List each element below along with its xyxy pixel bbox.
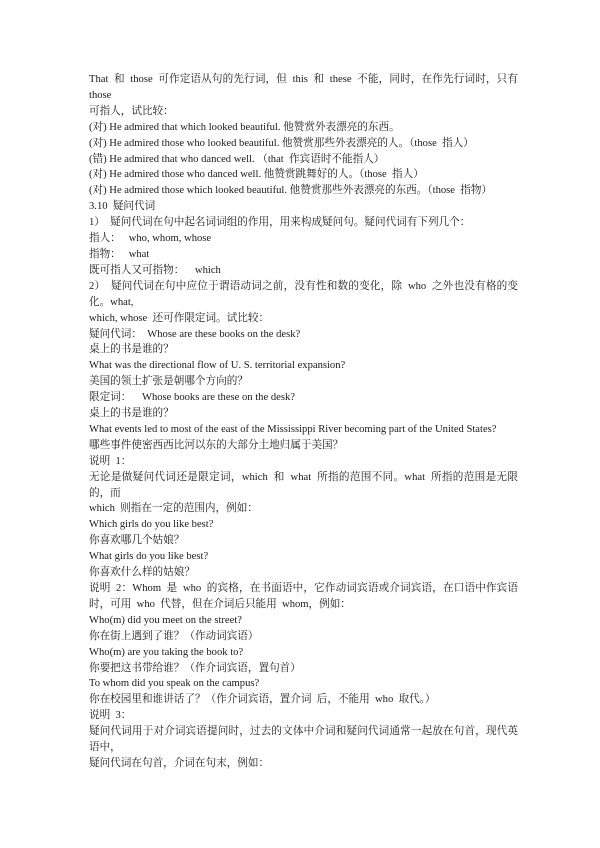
text-line: 说明 1： [89, 455, 132, 467]
text-line: (对) He admired that which looked beautiful. 他赞赏外表漂亮的东西。 [89, 121, 400, 133]
text-line: which 则指在一定的范围内，例如： [89, 503, 258, 515]
text-line: 哪些事件使密西西比河以东的大部分土地归属于美国？ [89, 439, 344, 451]
text-line: 你要把这书带给谁？（作介词宾语，置句首） [89, 662, 301, 674]
text-line: 3.10 疑问代词 [89, 201, 156, 213]
text-line: (对) He admired those who looked beautiful. 他赞赏那些外表漂亮的人。（those 指人） [89, 137, 474, 149]
text-line: 说明 3： [89, 710, 132, 722]
text-line: (对) He admired those who danced well. 他赞赏跳舞好的人。（those 指人） [89, 169, 424, 181]
text-line: What events led to most of the east of the Mississippi River becoming part of the United States? [89, 423, 497, 435]
text-line: 疑问代词在句首，介词在句末，例如： [89, 757, 270, 769]
text-line: What was the directional flow of U. S. territorial expansion? [89, 360, 346, 372]
text-line: 指物： what [89, 248, 150, 260]
text-line: which, whose 还可作限定词。试比较： [89, 312, 270, 324]
text-line: 你喜欢什么样的姑娘？ [89, 567, 195, 579]
text-line: 说明 2：Whom 是 who 的宾格，在书面语中，它作动词宾语或介词宾语，在口语中作宾语 [89, 583, 518, 594]
text-line: 1） 疑问代词在句中起名词词组的作用，用来构成疑问句。疑问代词有下列几个： [89, 217, 471, 229]
text-line: 你喜欢哪几个姑娘？ [89, 535, 185, 547]
text-line: Who(m) did you meet on the street? [89, 614, 242, 626]
text-line: 疑问代词： Whose are these books on the desk? [89, 328, 301, 340]
text-line: 桌上的书是谁的？ [89, 408, 174, 420]
text-line: 限定词： Whose books are these on the desk? [89, 392, 295, 404]
text-line: 你在校园里和谁讲话了？（作介词宾语，置介词 后，不能用 who 取代。） [89, 694, 436, 706]
text-line: 2） 疑问代词在句中应位于谓语动词之前，没有性和数的变化，除 who 之外也没有格的变 [89, 280, 518, 292]
text-line: 时，可用 who 代替，但在介词后只能用 whom，例如： [89, 598, 351, 610]
text-line: 美国的领土扩张是朝哪个方向的？ [89, 376, 248, 388]
text-line: 你在街上遇到了谁？（作动词宾语） [89, 630, 259, 642]
text-line: (对) He admired those which looked beautiful. 他赞赏那些外表漂亮的东西。（those 指物） [89, 185, 493, 197]
text-line: 无论是做疑问代词还是限定词，which 和 what 所指的范围不同。what 所指的范围是无限 [89, 471, 518, 483]
text-line: 指人： who, whom, whose [89, 233, 212, 245]
text-line: 疑问代词用于对介词宾语提问时，过去的文体中介词和疑问代词通常一起放在句首，现代英 [89, 726, 518, 738]
text-line: 既可指人又可指物： which [89, 264, 221, 276]
text-line: 语中， [89, 742, 121, 754]
text-line: What girls do you like best? [89, 551, 209, 563]
text-line: those [89, 89, 112, 101]
text-line: Who(m) are you taking the book to? [89, 646, 244, 658]
text-line: 的，而 [89, 487, 121, 499]
text-line: That 和 those 可作定语从句的先行词，但 this 和 these 不能，同时，在作先行词时，只有 [89, 74, 518, 85]
text-line: 化。what, [89, 296, 134, 308]
text-line: Which girls do you like best? [89, 519, 214, 531]
text-line: (错) He admired that who danced well. （that 作宾语时不能指人） [89, 153, 385, 165]
text-line: To whom did you speak on the campus? [89, 678, 260, 690]
text-line: 桌上的书是谁的？ [89, 344, 174, 356]
text-line: 可指人，试比较： [89, 105, 174, 117]
